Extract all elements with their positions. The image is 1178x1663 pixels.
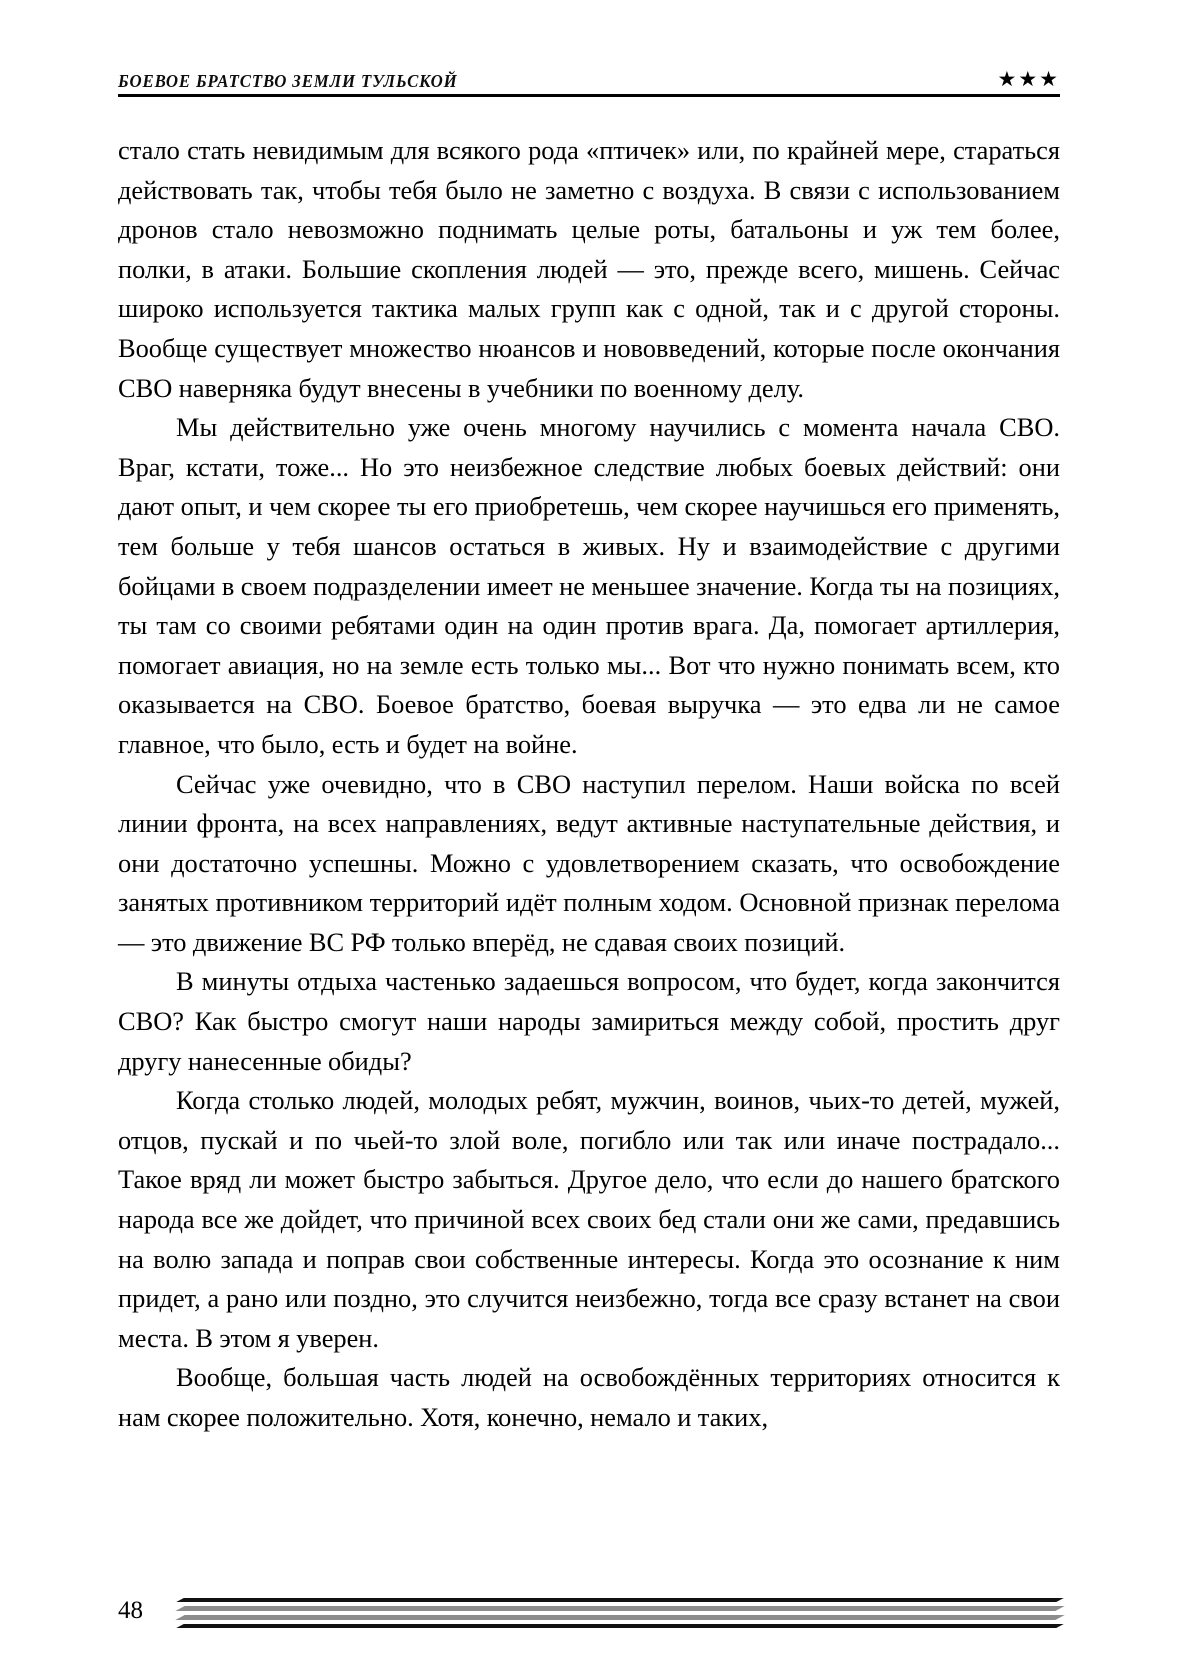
ornament-bar-2 <box>175 1606 1064 1611</box>
paragraph: стало стать невидимым для всякого рода «птичек» или, по крайней мере, стараться действовать так, чтобы тебя было не заметно с воздуха. В связи с использованием дронов стало невозможно поднимать целые роты, батальоны и уж тем более, полки, в атаки. Большие скопления людей — это, прежде всего, мишень. Сейчас широко используется тактика малых групп как с одной, так и с другой стороны. Вообще существует множество нюансов и нововведений, которые после окончания СВО наверняка будут внесены в учебники по военному делу. <box>118 135 1060 403</box>
page-footer <box>118 1596 1060 1636</box>
paragraph: Сейчас уже очевидно, что в СВО наступил перелом. Наши войска по всей линии фронта, на всех направлениях, ведут активные наступательные действия, и они достаточно успешны. Можно с удовлетворением сказать, что освобождение занятых противником территорий идёт полным ходом. Основной признак перелома — это движение ВС РФ только вперёд, не сдавая своих позиций. <box>118 768 1060 957</box>
ornament-bar-3 <box>175 1615 1064 1620</box>
paragraph: Мы действительно уже очень многому научились с момента начала СВО. Враг, кстати, тоже... Но это неизбежное следствие любых боевых действий: они дают опыт, и чем скорее ты его приобретешь, чем скорее научишься его применять, тем больше у тебя шансов остаться в живых. Ну и взаимодействие с другими бойцами в своем подразделении имеет не меньшее значение. Когда ты на позициях, ты там со своими ребятами один на один против врага. Да, помогает артиллерия, помогает авиация, но на земле есть только мы... Вот что нужно понимать всем, кто оказывается на СВО. Боевое братство, боевая выручка — это едва ли не самое главное, что было, есть и будет на войне. <box>118 412 1060 759</box>
paragraph: В минуты отдыха частенько задаешься вопросом, что будет, когда закончится СВО? Как быстро смогут наши народы замириться между собой, простить друг другу нанесенные обиды? <box>118 966 1060 1076</box>
running-head-title: БОЕВОЕ БРАТСТВО ЗЕМЛИ ТУЛЬСКОЙ <box>118 70 458 91</box>
paragraph: Когда столько людей, молодых ребят, мужчин, воинов, чьих-то детей, мужей, отцов, пускай и по чьей-то злой воле, погибло или так или иначе пострадало... Такое вряд ли может быстро забыться. Другое дело, что если до нашего братского народа все же дойдет, что причиной всех своих бед стали они же сами, предавшись на волю запада и поправ свои собственные интересы. Когда это осознание к ним придет, а рано или поздно, это случится неизбежно, тогда все сразу встанет на свои места. В этом я уверен. <box>118 1085 1060 1353</box>
page-number: 48 <box>118 1597 143 1624</box>
footer-stripes-ornament <box>180 1596 1060 1630</box>
three-stars-icon: ★★★ <box>997 67 1060 91</box>
header-rule-divider <box>118 94 1060 97</box>
paragraph: Вообще, большая часть людей на освобождённых территориях относится к нам скорее положительно. Хотя, конечно, немало и таких, <box>118 1362 1060 1432</box>
ornament-bar-1 <box>176 1598 1064 1602</box>
ornament-bar-4 <box>176 1624 1064 1628</box>
body-text-column <box>118 131 1060 1438</box>
running-head <box>118 56 1060 90</box>
